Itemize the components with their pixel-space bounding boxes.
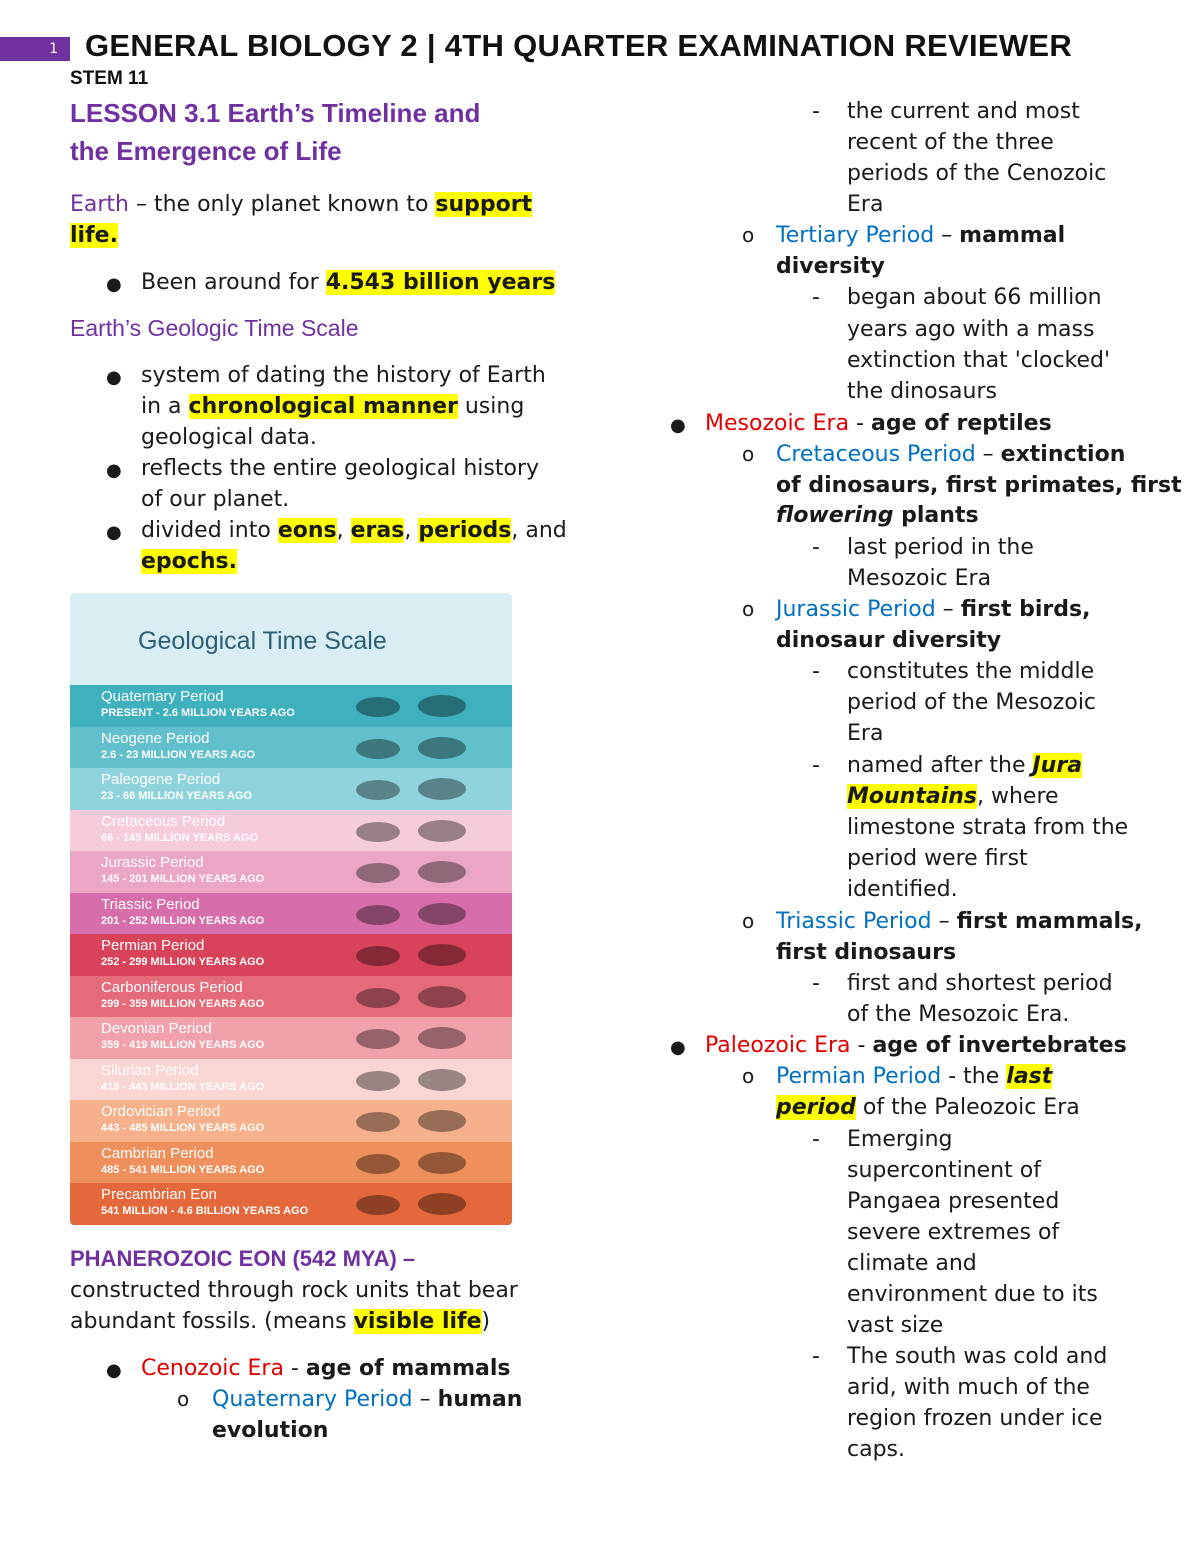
bullet-icon: ●	[106, 274, 122, 295]
cretaceous-sub-2: Mesozoic Era	[847, 566, 992, 591]
period-band	[70, 1142, 512, 1184]
period-range: 2.6 - 23 MILLION YEARS AGO	[101, 748, 256, 761]
period-name: Ordovician Period	[101, 1103, 221, 1120]
creature-silhouette-icon	[350, 1020, 480, 1056]
jurassic-sub1-1: constitutes the middle	[847, 659, 1095, 684]
period-range: 443 - 485 MILLION YEARS AGO	[101, 1122, 265, 1134]
permian-sub1-3: Pangaea presented	[847, 1189, 1060, 1214]
period-band	[70, 976, 512, 1018]
cretaceous-name: Cretaceous Period	[776, 442, 976, 467]
period-band	[70, 1183, 512, 1225]
creature-silhouette-right	[418, 944, 466, 966]
creature-silhouette-left	[356, 1112, 400, 1132]
lesson-title-line1: LESSON 3.1 Earth’s Timeline and	[70, 98, 481, 128]
jurassic-name: Jurassic Period	[776, 597, 936, 622]
permian-sub2-1: The south was cold and	[847, 1344, 1108, 1369]
period-band	[70, 1059, 512, 1101]
cretaceous-desc-line2: of dinosaurs, first primates, first	[776, 473, 1182, 498]
epochs-highlight: epochs.	[141, 549, 237, 574]
text: -	[850, 1033, 873, 1058]
period-range: 252 - 299 MILLION YEARS AGO	[101, 956, 265, 968]
period-name: Carboniferous Period	[101, 978, 243, 996]
text: - the	[941, 1064, 1007, 1089]
cretaceous-sub-1: last period in the	[847, 535, 1034, 560]
jurassic-desc-line2: dinosaur diversity	[776, 628, 1002, 653]
jurassic-sub1-2: period of the Mesozoic	[847, 690, 1097, 715]
text: )	[481, 1309, 491, 1334]
period-name: Cambrian Period	[101, 1144, 214, 1162]
creature-silhouette-left	[356, 1071, 400, 1091]
bullet-icon: ●	[106, 522, 122, 543]
creature-silhouette-left	[356, 988, 400, 1008]
gts-bullet1-line1: system of dating the history of Earth	[141, 363, 546, 388]
creature-silhouette-icon	[350, 771, 480, 807]
period-band	[70, 851, 512, 893]
creature-silhouette-icon	[350, 937, 480, 973]
jurassic-desc: first birds,	[960, 597, 1091, 622]
page-number-badge: 1	[0, 37, 70, 61]
period-band	[70, 934, 512, 976]
permian-sub1-6: environment due to its	[847, 1282, 1098, 1307]
gts-bullet3-line1	[141, 515, 567, 546]
bullet-icon: ●	[106, 1360, 122, 1381]
triassic-desc-line2: first dinosaurs	[776, 940, 957, 965]
creature-silhouette-left	[356, 1154, 400, 1174]
permian-sub2-2: arid, with much of the	[847, 1375, 1090, 1400]
period-band	[70, 1100, 512, 1142]
text: plants	[893, 503, 979, 528]
period-range: 145 - 201 MILLION YEARS AGO	[101, 873, 265, 885]
jurassic-sub2-1	[847, 750, 1082, 781]
text: –	[934, 223, 960, 248]
permian-sub2-3: region frozen under ice	[847, 1406, 1103, 1431]
jurassic-sub1-3: Era	[847, 721, 884, 746]
triassic-desc: first mammals,	[956, 909, 1143, 934]
text: ,	[404, 518, 419, 543]
phanerozoic-heading: PHANEROZOIC EON (542 MYA) –	[70, 1246, 416, 1271]
earth-definition-line2	[70, 220, 118, 251]
creature-silhouette-icon	[350, 896, 480, 932]
period-name: Quaternary Period	[101, 688, 224, 705]
text: in a	[141, 394, 189, 419]
creature-silhouette-right	[418, 1193, 466, 1215]
circle-bullet-icon: o	[742, 909, 755, 933]
document-title: GENERAL BIOLOGY 2 | 4TH QUARTER EXAMINATION REVIEWER	[85, 28, 1073, 63]
text: –	[412, 1387, 438, 1412]
quaternary-desc: human	[437, 1387, 523, 1412]
period-range: PRESENT - 2.6 MILLION YEARS AGO	[101, 707, 295, 719]
text: , where	[977, 784, 1059, 809]
quaternary-sub-3: periods of the Cenozoic	[847, 161, 1107, 186]
flowering-italic: flowering	[776, 503, 894, 528]
quaternary-sub-1: the current and most	[847, 99, 1080, 124]
text: –	[975, 442, 1001, 467]
creature-silhouette-right	[418, 737, 466, 759]
jurassic-item	[776, 594, 1090, 625]
period-name: Neogene Period	[101, 729, 210, 747]
text: of the Paleozoic Era	[855, 1095, 1080, 1120]
creature-silhouette-left	[356, 905, 400, 925]
period-name: Precambrian Eon	[101, 1186, 217, 1203]
creature-silhouette-right	[418, 1069, 466, 1091]
text: named after the	[847, 753, 1033, 778]
cretaceous-desc-line3	[776, 500, 979, 531]
dash-icon: -	[812, 1127, 820, 1152]
creature-silhouette-left	[356, 697, 400, 717]
strand-label: STEM 11	[70, 68, 149, 89]
creature-silhouette-right	[418, 903, 466, 925]
paleozoic-era-item	[705, 1030, 1127, 1061]
period-range: 23 - 66 MILLION YEARS AGO	[101, 790, 252, 802]
permian-item	[776, 1061, 1052, 1092]
bullet-icon: ●	[670, 1037, 686, 1058]
gts-bullet1-line2	[141, 391, 524, 422]
gts-heading: Earth’s Geologic Time Scale	[70, 315, 359, 341]
creature-silhouette-icon	[350, 854, 480, 890]
creature-silhouette-left	[356, 739, 400, 759]
jura-highlight: Jura	[1032, 753, 1083, 778]
dash-icon: -	[812, 535, 820, 560]
mesozoic-era-item	[705, 408, 1052, 439]
text: –	[931, 909, 957, 934]
last-highlight: last	[1006, 1064, 1053, 1089]
earth-age-highlight: 4.543 billion years	[325, 270, 556, 295]
period-band	[70, 727, 512, 769]
creature-silhouette-icon	[350, 688, 480, 724]
mountains-highlight: Mountains	[847, 784, 977, 809]
creature-silhouette-icon	[350, 1145, 480, 1181]
permian-sub1-5: climate and	[847, 1251, 977, 1276]
tertiary-name: Tertiary Period	[776, 223, 935, 248]
quaternary-sub-4: Era	[847, 192, 884, 217]
period-range: 66 - 145 MILLION YEARS AGO	[101, 831, 259, 844]
dash-icon: -	[812, 99, 820, 124]
period-band	[70, 810, 512, 852]
permian-sub1-7: vast size	[847, 1313, 944, 1338]
circle-bullet-icon: o	[177, 1387, 190, 1411]
periods-highlight: periods	[418, 518, 512, 543]
period-highlight: period	[776, 1095, 856, 1120]
permian-sub2-4: caps.	[847, 1437, 905, 1462]
dash-icon: -	[812, 753, 820, 778]
period-name: Cretaceous Period	[101, 812, 226, 830]
period-band	[70, 685, 512, 727]
period-band	[70, 1017, 512, 1059]
text: -	[849, 411, 872, 436]
geological-time-scale-figure	[70, 593, 512, 1225]
eons-highlight: eons	[277, 518, 337, 543]
gts-bullet3-line2	[141, 546, 237, 577]
bullet-icon: ●	[670, 415, 686, 436]
period-name: Triassic Period	[101, 895, 200, 913]
creature-silhouette-right	[418, 861, 466, 883]
cenozoic-era-name: Cenozoic Era	[141, 1356, 284, 1381]
paleozoic-era-name: Paleozoic Era	[705, 1033, 851, 1058]
period-range: 359 - 419 MILLION YEARS AGO	[101, 1039, 265, 1051]
creature-silhouette-left	[356, 863, 400, 883]
creature-silhouette-left	[356, 1029, 400, 1049]
permian-sub1-1: Emerging	[847, 1127, 953, 1152]
quaternary-item	[212, 1384, 522, 1415]
creature-silhouette-icon	[350, 1103, 480, 1139]
creature-silhouette-right	[418, 986, 466, 1008]
creature-silhouette-icon	[350, 979, 480, 1015]
permian-line2	[776, 1092, 1080, 1123]
eras-highlight: eras	[350, 518, 405, 543]
creature-silhouette-left	[356, 780, 400, 800]
creature-silhouette-right	[418, 1110, 466, 1132]
creature-silhouette-right	[418, 778, 466, 800]
gts-bullet1-line3: geological data.	[141, 425, 317, 450]
circle-bullet-icon: o	[742, 1064, 755, 1088]
period-name: Permian Period	[101, 937, 205, 954]
text: -	[283, 1356, 306, 1381]
text: –	[935, 597, 961, 622]
gts-bullet2-line1: reflects the entire geological history	[141, 456, 540, 481]
quaternary-sub-2: recent of the three	[847, 130, 1054, 155]
period-range: 299 - 359 MILLION YEARS AGO	[101, 997, 265, 1010]
tertiary-item	[776, 220, 1065, 251]
bullet-icon: ●	[106, 460, 122, 481]
dash-icon: -	[812, 659, 820, 684]
triassic-item	[776, 906, 1142, 937]
phanerozoic-line1: constructed through rock units that bear	[70, 1278, 518, 1303]
jurassic-sub2-2	[847, 781, 1059, 812]
period-range: 485 - 541 MILLION YEARS AGO	[101, 1163, 265, 1176]
tertiary-desc-line2: diversity	[776, 254, 885, 279]
visible-life-highlight: visible life	[353, 1309, 482, 1334]
period-name: Silurian Period	[101, 1061, 199, 1079]
creature-silhouette-icon	[350, 813, 480, 849]
text: abundant fossils. (means	[70, 1309, 354, 1334]
tertiary-sub-4: the dinosaurs	[847, 379, 997, 404]
tertiary-sub-1: began about 66 million	[847, 285, 1102, 310]
creature-silhouette-left	[356, 822, 400, 842]
earth-definition	[70, 189, 540, 220]
jurassic-sub2-4: period were first	[847, 846, 1028, 871]
mesozoic-era-desc: age of reptiles	[871, 411, 1052, 436]
text: , and	[511, 518, 567, 543]
tertiary-sub-2: years ago with a mass	[847, 317, 1095, 342]
figure-title: Geological Time Scale	[138, 627, 387, 655]
creature-silhouette-icon	[350, 1186, 480, 1222]
chronological-highlight: chronological manner	[188, 394, 458, 419]
cenozoic-era-item	[141, 1353, 511, 1384]
creature-silhouette-icon	[350, 1062, 480, 1098]
circle-bullet-icon: o	[742, 223, 755, 247]
quaternary-name: Quaternary Period	[212, 1387, 413, 1412]
dash-icon: -	[812, 285, 820, 310]
permian-sub1-2: supercontinent of	[847, 1158, 1041, 1183]
circle-bullet-icon: o	[742, 597, 755, 621]
earth-highlight-life: life.	[70, 223, 118, 248]
circle-bullet-icon: o	[742, 442, 755, 466]
creature-silhouette-right	[418, 1027, 466, 1049]
permian-sub1-4: severe extremes of	[847, 1220, 1060, 1245]
tertiary-desc: mammal	[959, 223, 1066, 248]
cretaceous-item	[776, 439, 1125, 470]
bullet-icon: ●	[106, 367, 122, 388]
period-name: Devonian Period	[101, 1020, 212, 1037]
text: ,	[336, 518, 351, 543]
period-band	[70, 768, 512, 810]
earth-term: Earth	[70, 192, 129, 217]
period-name: Jurassic Period	[101, 854, 204, 871]
cretaceous-desc: extinction	[1000, 442, 1126, 467]
tertiary-sub-3: extinction that 'clocked'	[847, 348, 1111, 373]
triassic-name: Triassic Period	[776, 909, 932, 934]
period-name: Paleogene Period	[101, 771, 221, 788]
creature-silhouette-right	[418, 1152, 466, 1174]
creature-silhouette-left	[356, 1195, 400, 1215]
lesson-title-line2: the Emergence of Life	[70, 136, 342, 166]
paleozoic-era-desc: age of invertebrates	[872, 1033, 1127, 1058]
dash-icon: -	[812, 1344, 820, 1369]
triassic-sub-2: of the Mesozoic Era.	[847, 1002, 1070, 1027]
triassic-sub-1: first and shortest period	[847, 971, 1113, 996]
mesozoic-era-name: Mesozoic Era	[705, 411, 850, 436]
period-range: 541 MILLION - 4.6 BILLION YEARS AGO	[101, 1205, 309, 1217]
earth-age-text: Been around for	[141, 270, 326, 295]
text: divided into	[141, 518, 278, 543]
creature-silhouette-left	[356, 946, 400, 966]
permian-name: Permian Period	[776, 1064, 942, 1089]
text: using	[457, 394, 525, 419]
jurassic-sub2-5: identified.	[847, 877, 958, 902]
earth-def-text: – the only planet known to	[129, 192, 436, 217]
earth-age-bullet	[141, 267, 555, 298]
earth-highlight-support: support	[435, 192, 533, 217]
cenozoic-era-desc: age of mammals	[305, 1356, 511, 1381]
creature-silhouette-right	[418, 820, 466, 842]
dash-icon: -	[812, 971, 820, 996]
gts-bullet2-line2: of our planet.	[141, 487, 290, 512]
period-range: 201 - 252 MILLION YEARS AGO	[101, 914, 265, 927]
quaternary-desc-line2: evolution	[212, 1418, 329, 1443]
creature-silhouette-right	[418, 695, 466, 717]
phanerozoic-line2	[70, 1306, 490, 1337]
period-range: 419 - 443 MILLION YEARS AGO	[101, 1080, 265, 1093]
jurassic-sub2-3: limestone strata from the	[847, 815, 1129, 840]
creature-silhouette-icon	[350, 730, 480, 766]
period-band	[70, 893, 512, 935]
